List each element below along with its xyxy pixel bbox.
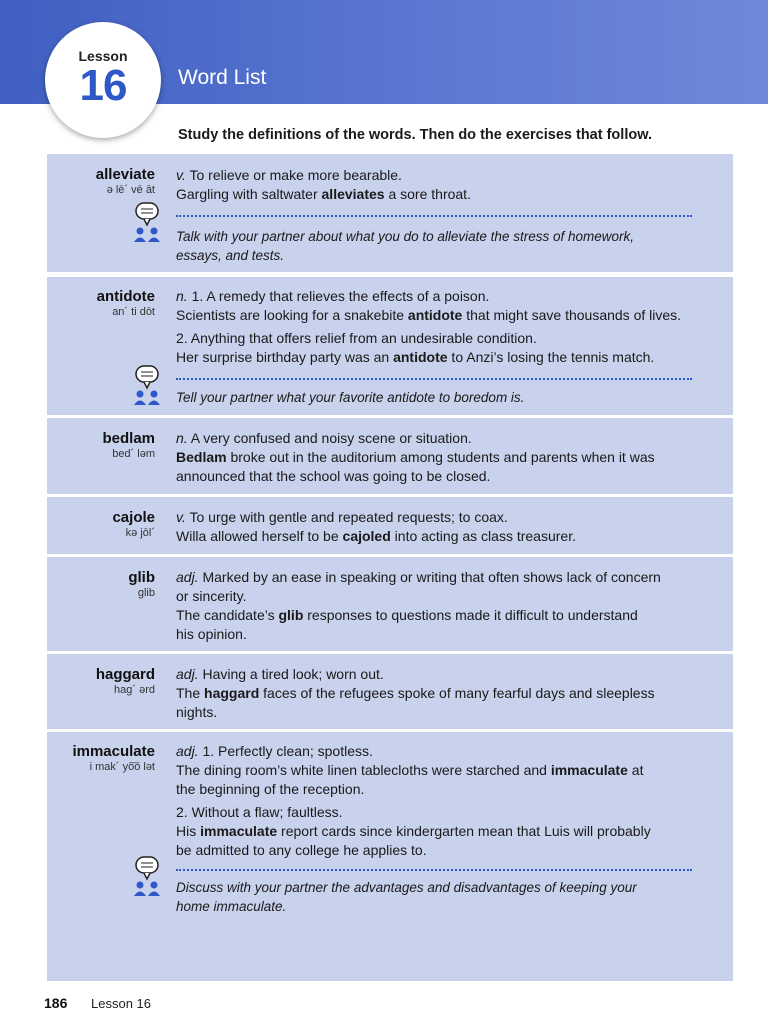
- entry-pronunciation: bed´ ləm: [112, 448, 155, 460]
- entry-word: bedlam: [102, 430, 155, 447]
- footer-lesson-label: Lesson 16: [91, 996, 151, 1011]
- entry-alleviate: [47, 154, 733, 272]
- entry-pronunciation: an´ ti dōt: [112, 306, 155, 318]
- entry-immaculate: immaculate i mak´ yo͞o lət adj. 1. Perfectly clean; spotless. The dining room’s white linen tablecloths were starched and immaculate at the beginning of the reception. 2. Without a flaw; faultless. His immaculate report cards since kindergarten mean that Luis will probably be admitted to any college he applies to. Discuss with your partner the advantages and disadvantages of keeping your home immaculate.: [47, 729, 733, 981]
- partner-talk-icon: [131, 202, 163, 248]
- entry-pronunciation: kə jōl´: [125, 527, 155, 539]
- entry-pronunciation: glib: [137, 587, 155, 599]
- entry-word: antidote: [96, 288, 155, 305]
- entry-antidote: antidote an´ ti dōt n. 1. A remedy that relieves the effects of a poison. Scientists are looking for a snakebite antidote that might save thousands of lives. 2. Anything that offers relief from an undesirable condition. Her surprise birthday party was an antidote to Anzi’s losing the tennis match. Tell your partner what your favorite antidote to boredom is.: [47, 274, 733, 415]
- lesson-number: 16: [79, 61, 127, 110]
- definition-line: v. To relieve or make more bearable.: [176, 167, 402, 183]
- entry-haggard: haggard hag´ ərd adj. Having a tired look; worn out. The haggard faces of the refugees spoke of many fearful days and sleepless nights.: [47, 651, 733, 729]
- dotted-divider: [176, 378, 692, 380]
- entry-word: cajole: [112, 509, 155, 526]
- entry-pronunciation: hag´ ərd: [114, 684, 155, 696]
- entry-word: glib: [128, 569, 155, 586]
- page-title: Word List: [178, 66, 267, 89]
- entry-glib: glib glib adj. Marked by an ease in speaking or writing that often shows lack of concern or sincerity. The candidate’s glib responses to questions made it difficult to understand his opinion.: [47, 554, 733, 651]
- partner-prompt: Discuss with your partner the advantages and disadvantages of keeping your home immaculate.: [176, 880, 637, 914]
- lesson-badge: [45, 22, 161, 138]
- partner-prompt: Tell your partner what your favorite antidote to boredom is.: [176, 390, 525, 405]
- entry-pronunciation: ə lē´ vē āt: [106, 184, 155, 196]
- partner-prompt: Talk with your partner about what you do to alleviate the stress of homework, essays, and tests.: [176, 229, 634, 263]
- partner-talk-icon: [131, 856, 163, 902]
- entry-word: immaculate: [72, 743, 155, 760]
- example-line: Gargling with saltwater alleviates a sore throat.: [176, 186, 471, 202]
- partner-talk-icon: [131, 365, 163, 411]
- dotted-divider: [176, 215, 692, 217]
- entry-word: haggard: [95, 666, 155, 683]
- page-number: 186: [44, 995, 68, 1011]
- instructions: Study the definitions of the words. Then do the exercises that follow.: [178, 127, 652, 143]
- entry-pronunciation: i mak´ yo͞o lət: [89, 761, 155, 773]
- lesson-word: Lesson: [78, 48, 128, 64]
- entry-bedlam: bedlam bed´ ləm n. A very confused and noisy scene or situation. Bedlam broke out in the auditorium among students and parents when it was announced that the school was going to be closed.: [47, 415, 733, 494]
- entry-word: alleviate: [95, 166, 155, 183]
- entry-cajole: cajole kə jōl´ v. To urge with gentle and repeated requests; to coax. Willa allowed herself to be cajoled into acting as class treasurer.: [47, 494, 733, 554]
- dotted-divider: [176, 869, 692, 871]
